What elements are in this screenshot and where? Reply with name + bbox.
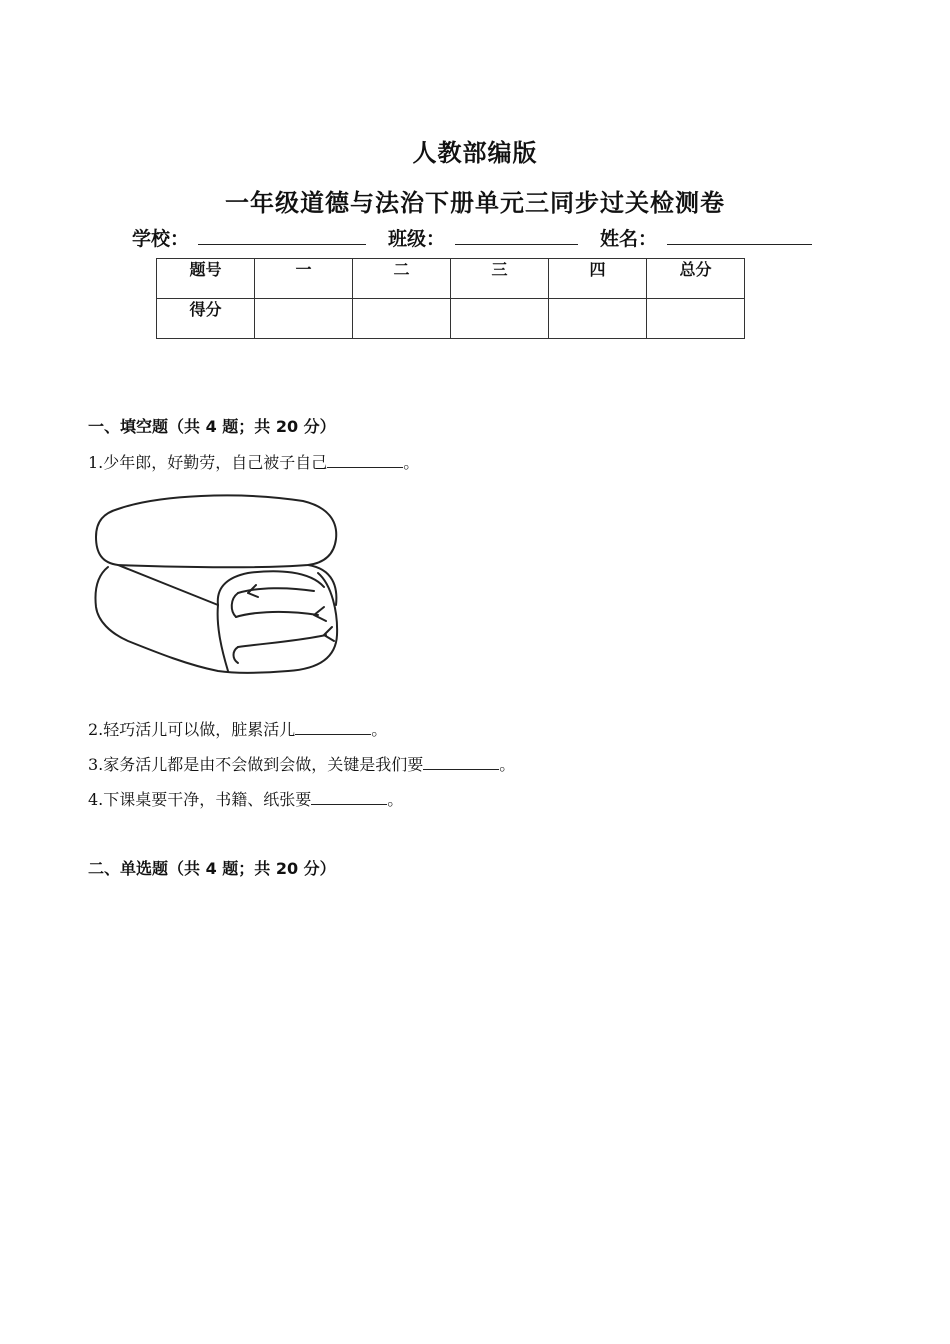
- table-cell: 一: [255, 259, 353, 299]
- score-cell[interactable]: [255, 299, 353, 339]
- score-cell[interactable]: [647, 299, 745, 339]
- table-cell: 得分: [157, 299, 255, 339]
- question-3: [88, 752, 515, 775]
- answer-blank[interactable]: [423, 753, 499, 770]
- name-label: 姓名：: [600, 228, 658, 250]
- table-cell: 题号: [157, 259, 255, 299]
- score-cell[interactable]: [549, 299, 647, 339]
- table-cell: 总分: [647, 259, 745, 299]
- question-end: 。: [387, 790, 404, 809]
- score-table: [156, 258, 745, 339]
- answer-blank[interactable]: [327, 451, 403, 468]
- question-text: 1.少年郎，好勤劳，自己被子自己: [88, 453, 328, 472]
- score-table-score-row: [157, 299, 745, 339]
- folded-quilt-illustration: [88, 487, 342, 682]
- score-cell[interactable]: [451, 299, 549, 339]
- name-field[interactable]: [667, 244, 812, 245]
- school-field[interactable]: [198, 244, 366, 245]
- table-cell: 四: [549, 259, 647, 299]
- question-end: 。: [371, 720, 388, 739]
- answer-blank[interactable]: [295, 718, 371, 735]
- class-label: 班级：: [388, 228, 446, 250]
- school-label: 学校：: [132, 228, 190, 250]
- question-end: 。: [403, 453, 420, 472]
- question-text: 2.轻巧活儿可以做，脏累活儿: [88, 720, 296, 739]
- score-cell[interactable]: [353, 299, 451, 339]
- table-cell: 二: [353, 259, 451, 299]
- question-end: 。: [499, 755, 516, 774]
- section-2-heading: 二、单选题（共 4 题；共 20 分）: [88, 859, 336, 878]
- document-title: 人教部编版: [412, 139, 538, 167]
- question-text: 3.家务活儿都是由不会做到会做，关键是我们要: [88, 755, 424, 774]
- question-2: [88, 717, 387, 740]
- class-field[interactable]: [455, 244, 578, 245]
- question-4: [88, 787, 403, 810]
- document-subtitle: 一年级道德与法治下册单元三同步过关检测卷: [225, 189, 725, 217]
- question-1: [88, 450, 419, 473]
- question-text: 4.下课桌要干净，书籍、纸张要: [88, 790, 312, 809]
- section-1-heading: 一、填空题（共 4 题；共 20 分）: [88, 417, 336, 436]
- score-table-header-row: [157, 259, 745, 299]
- answer-blank[interactable]: [311, 788, 387, 805]
- table-cell: 三: [451, 259, 549, 299]
